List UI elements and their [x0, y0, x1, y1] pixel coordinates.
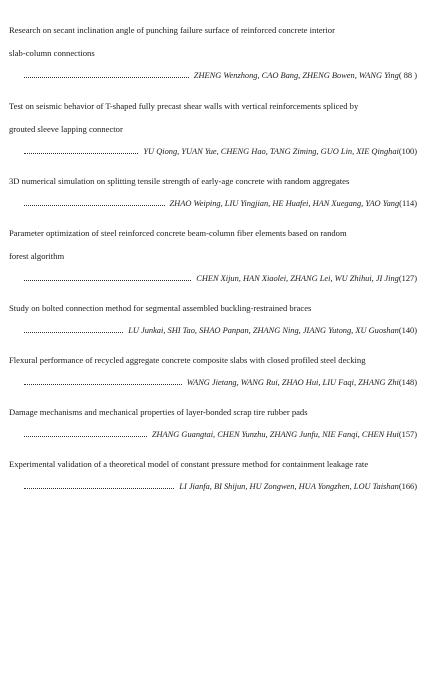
- page-number: (157): [398, 430, 417, 439]
- article-authors: ZHANG Guangtai, CHEN Yunzhu, ZHANG Junfu, NIE Fanqi, CHEN Hui: [151, 430, 399, 439]
- article-title: Research on secant inclination angle of punching failure surface of reinforced concrete interior: [9, 25, 335, 35]
- author-row: [9, 198, 417, 210]
- article-title: slab-column connections: [9, 48, 95, 58]
- page-number: (100): [398, 147, 417, 156]
- author-row: [9, 273, 417, 285]
- author-row: [9, 429, 417, 441]
- author-row: [9, 377, 417, 389]
- dot-leader: [24, 384, 182, 385]
- article-title: Parameter optimization of steel reinforced concrete beam-column fiber elements based on random: [9, 228, 347, 238]
- author-row: [9, 325, 417, 337]
- page-number: (127): [398, 274, 417, 283]
- dot-leader: [24, 436, 147, 437]
- toc-entry[interactable]: [9, 354, 417, 389]
- article-authors: WANG Jietang, WANG Rui, ZHAO Hui, LIU Faqi, ZHANG Zhi: [186, 378, 399, 387]
- article-title: Experimental validation of a theoretical model of constant pressure method for containment leakage rate: [9, 459, 369, 469]
- article-authors: LI Jianfa, BI Shijun, HU Zongwen, HUA Yongzhen, LOU Taishan: [179, 482, 399, 491]
- toc-entry[interactable]: [9, 406, 417, 441]
- dot-leader: [24, 153, 138, 154]
- toc-entry[interactable]: [9, 175, 417, 210]
- article-authors: YU Qiong, YUAN Yue, CHENG Hao, TANG Ziming, GUO Lin, XIE Qinghai: [143, 147, 399, 156]
- author-row: [9, 146, 417, 158]
- table-of-contents: [9, 24, 417, 493]
- author-row: [9, 481, 417, 493]
- toc-entry[interactable]: [9, 227, 417, 285]
- dot-leader: [24, 77, 189, 78]
- article-authors: LU Junkai, SHI Tao, SHAO Panpan, ZHANG Ning, JIANG Yutong, XU Guoshan: [128, 326, 399, 335]
- article-title: forest algorithm: [9, 251, 65, 261]
- toc-entry[interactable]: [9, 458, 417, 493]
- dot-leader: [24, 332, 123, 333]
- article-authors: ZHENG Wenzhong, CAO Bang, ZHENG Bowen, WANG Ying: [193, 71, 399, 80]
- toc-entry[interactable]: [9, 302, 417, 337]
- page-number: (114): [399, 199, 417, 208]
- article-title: 3D numerical simulation on splitting tensile strength of early-age concrete with random aggregates: [9, 176, 350, 186]
- toc-entry[interactable]: [9, 100, 417, 158]
- page-number: ( 88 ): [398, 71, 417, 80]
- article-authors: CHEN Xijun, HAN Xiaolei, ZHANG Lei, WU Zhihui, JI Jing: [196, 274, 399, 283]
- dot-leader: [24, 488, 174, 489]
- author-row: [9, 70, 417, 82]
- dot-leader: [24, 280, 191, 281]
- article-title: grouted sleeve lapping connector: [9, 124, 123, 134]
- article-title: Study on bolted connection method for segmental assembled buckling-restrained braces: [9, 303, 312, 313]
- article-authors: ZHAO Weiping, LIU Yingjian, HE Huafei, HAN Xuegang, YAO Yang: [169, 199, 400, 208]
- page-number: (148): [398, 378, 417, 387]
- toc-entry[interactable]: [9, 24, 417, 82]
- article-title: Test on seismic behavior of T-shaped fully precast shear walls with vertical reinforcements spliced by: [9, 101, 359, 111]
- article-title: Flexural performance of recycled aggregate concrete composite slabs with closed profiled steel decking: [9, 355, 366, 365]
- page-number: (140): [398, 326, 417, 335]
- article-title: Damage mechanisms and mechanical properties of layer-bonded scrap tire rubber pads: [9, 407, 308, 417]
- dot-leader: [24, 205, 165, 206]
- page-number: (166): [398, 482, 417, 491]
